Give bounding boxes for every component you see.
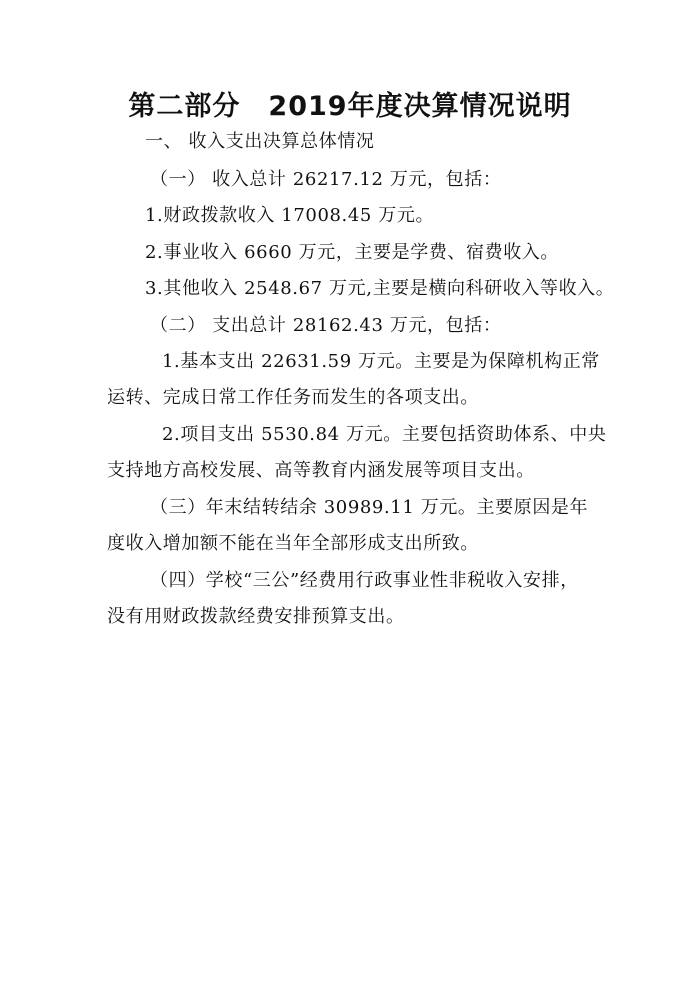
document-title: 第二部分 2019年度决算情况说明 xyxy=(128,91,572,122)
expense-item-basic-line1: 1.基本支出 22631.59 万元。主要是为保障机构正常 xyxy=(162,351,600,372)
income-item-fiscal: 1.财政拨款收入 17008.45 万元。 xyxy=(145,205,435,226)
income-item-other: 3.其他收入 2548.67 万元,主要是横向科研收入等收入。 xyxy=(145,278,615,299)
expense-summary: （二） 支出总计 28162.43 万元，包括： xyxy=(150,315,502,336)
three-public-line1: （四）学校“三公”经费用行政事业性非税收入安排， xyxy=(150,570,579,591)
expense-item-project-line2: 支持地方高校发展、高等教育内涵发展等项目支出。 xyxy=(107,460,535,481)
carryover-line1: （三）年末结转结余 30989.11 万元。主要原因是年 xyxy=(150,497,589,518)
section-heading: 一、 收入支出决算总体情况 xyxy=(145,131,375,152)
expense-item-project-line1: 2.项目支出 5530.84 万元。主要包括资助体系、中央 xyxy=(162,424,607,445)
carryover-line2: 度收入增加额不能在当年全部形成支出所致。 xyxy=(107,533,479,554)
expense-item-basic-line2: 运转、完成日常工作任务而发生的各项支出。 xyxy=(107,387,479,408)
income-item-business: 2.事业收入 6660 万元，主要是学费、宿费收入。 xyxy=(145,242,560,263)
three-public-line2: 没有用财政拨款经费安排预算支出。 xyxy=(107,606,405,627)
income-summary: （一） 收入总计 26217.12 万元，包括： xyxy=(150,169,502,190)
